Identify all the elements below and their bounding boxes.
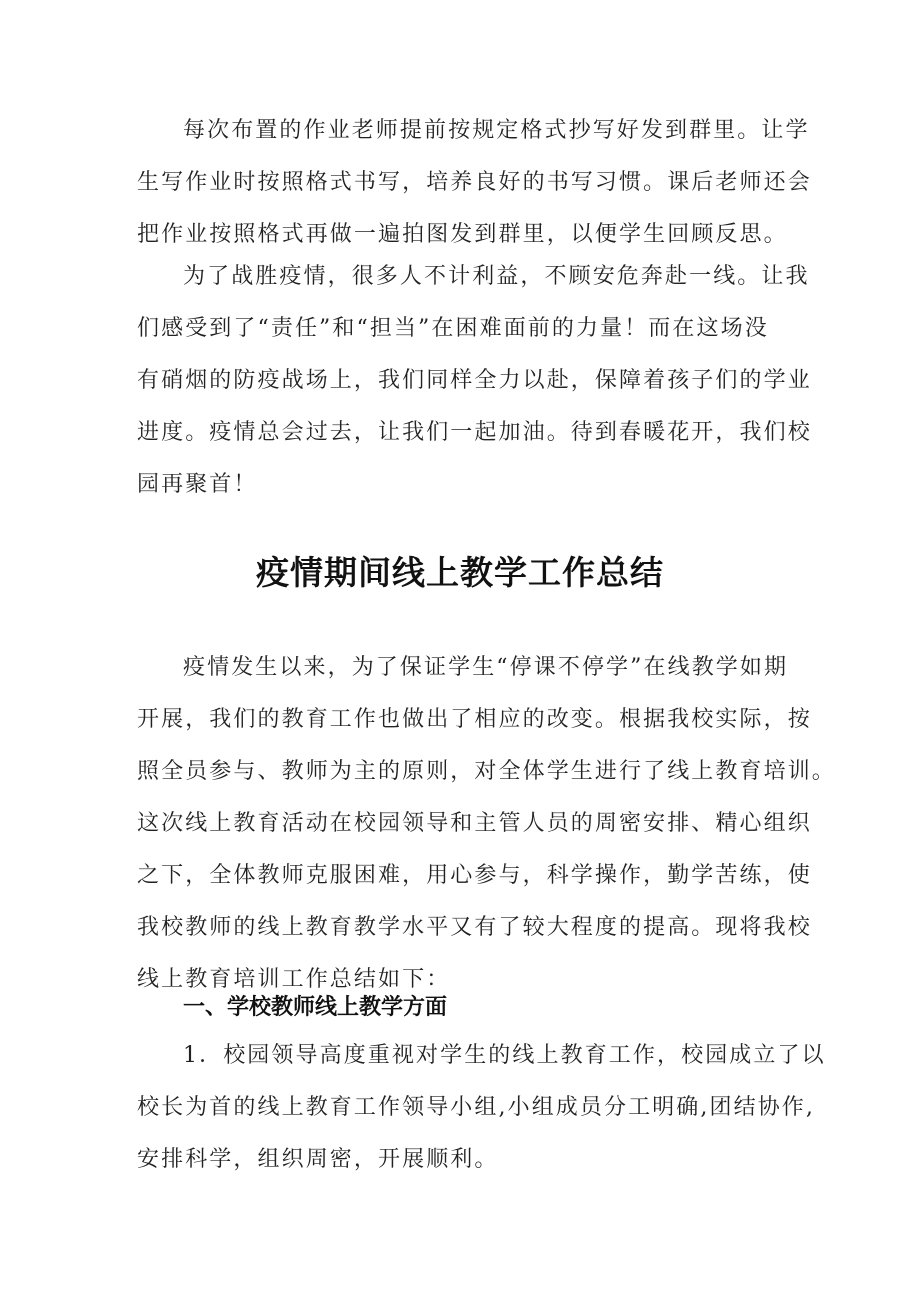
text-line: 生写作业时按照格式书写，培养良好的书写习惯。课后老师还会	[137, 170, 812, 195]
text-line: 这次线上教育活动在校园领导和主管人员的周密安排、精心组织	[137, 811, 812, 836]
text-line: 进度。疫情总会过去，让我们一起加油。待到春暖花开，我们校	[137, 420, 812, 445]
paragraph-point-1	[137, 1030, 826, 1186]
text-line: 校长为首的线上教育工作领导小组,小组成员分工明确,团结协作,	[137, 1095, 815, 1120]
text-line: 1．校园领导高度重视对学生的线上教育工作，校园成立了以	[183, 1043, 826, 1068]
paragraph-homework	[137, 105, 812, 261]
text-line: 我校教师的线上教育教学水平又有了较大程度的提高。现将我校	[137, 915, 812, 940]
section-heading: 一、学校教师线上教学方面	[183, 995, 448, 1020]
text-line: 开展，我们的教育工作也做出了相应的改变。根据我校实际，按	[137, 707, 812, 732]
text-line: 们感受到了“责任”和“担当”在困难面前的力量！而在这场没	[137, 316, 769, 341]
paragraph-intro	[137, 642, 836, 1006]
text-line: 每次布置的作业老师提前按规定格式抄写好发到群里。让学	[183, 118, 810, 143]
text-line: 疫情发生以来，为了保证学生“停课不停学”在线教学如期	[183, 655, 789, 680]
text-line: 安排科学，组织周密，开展顺利。	[137, 1147, 499, 1172]
text-line: 照全员参与、教师为主的原则，对全体学生进行了线上教育培训。	[137, 759, 836, 784]
text-line: 把作业按照格式再做一遍拍图发到群里，以便学生回顾反思。	[137, 222, 788, 247]
text-line: 线上教育培训工作总结如下：	[137, 967, 451, 992]
paragraph-epidemic	[137, 251, 812, 511]
text-line: 之下，全体教师克服困难，用心参与，科学操作，勤学苦练，使	[137, 863, 812, 888]
text-line: 园再聚首！	[137, 472, 258, 497]
article-title: 疫情期间线上教学工作总结	[256, 553, 664, 592]
text-line: 为了战胜疫情，很多人不计利益，不顾安危奔赴一线。让我	[183, 264, 810, 289]
text-line: 有硝烟的防疫战场上，我们同样全力以赴，保障着孩子们的学业	[137, 368, 812, 393]
